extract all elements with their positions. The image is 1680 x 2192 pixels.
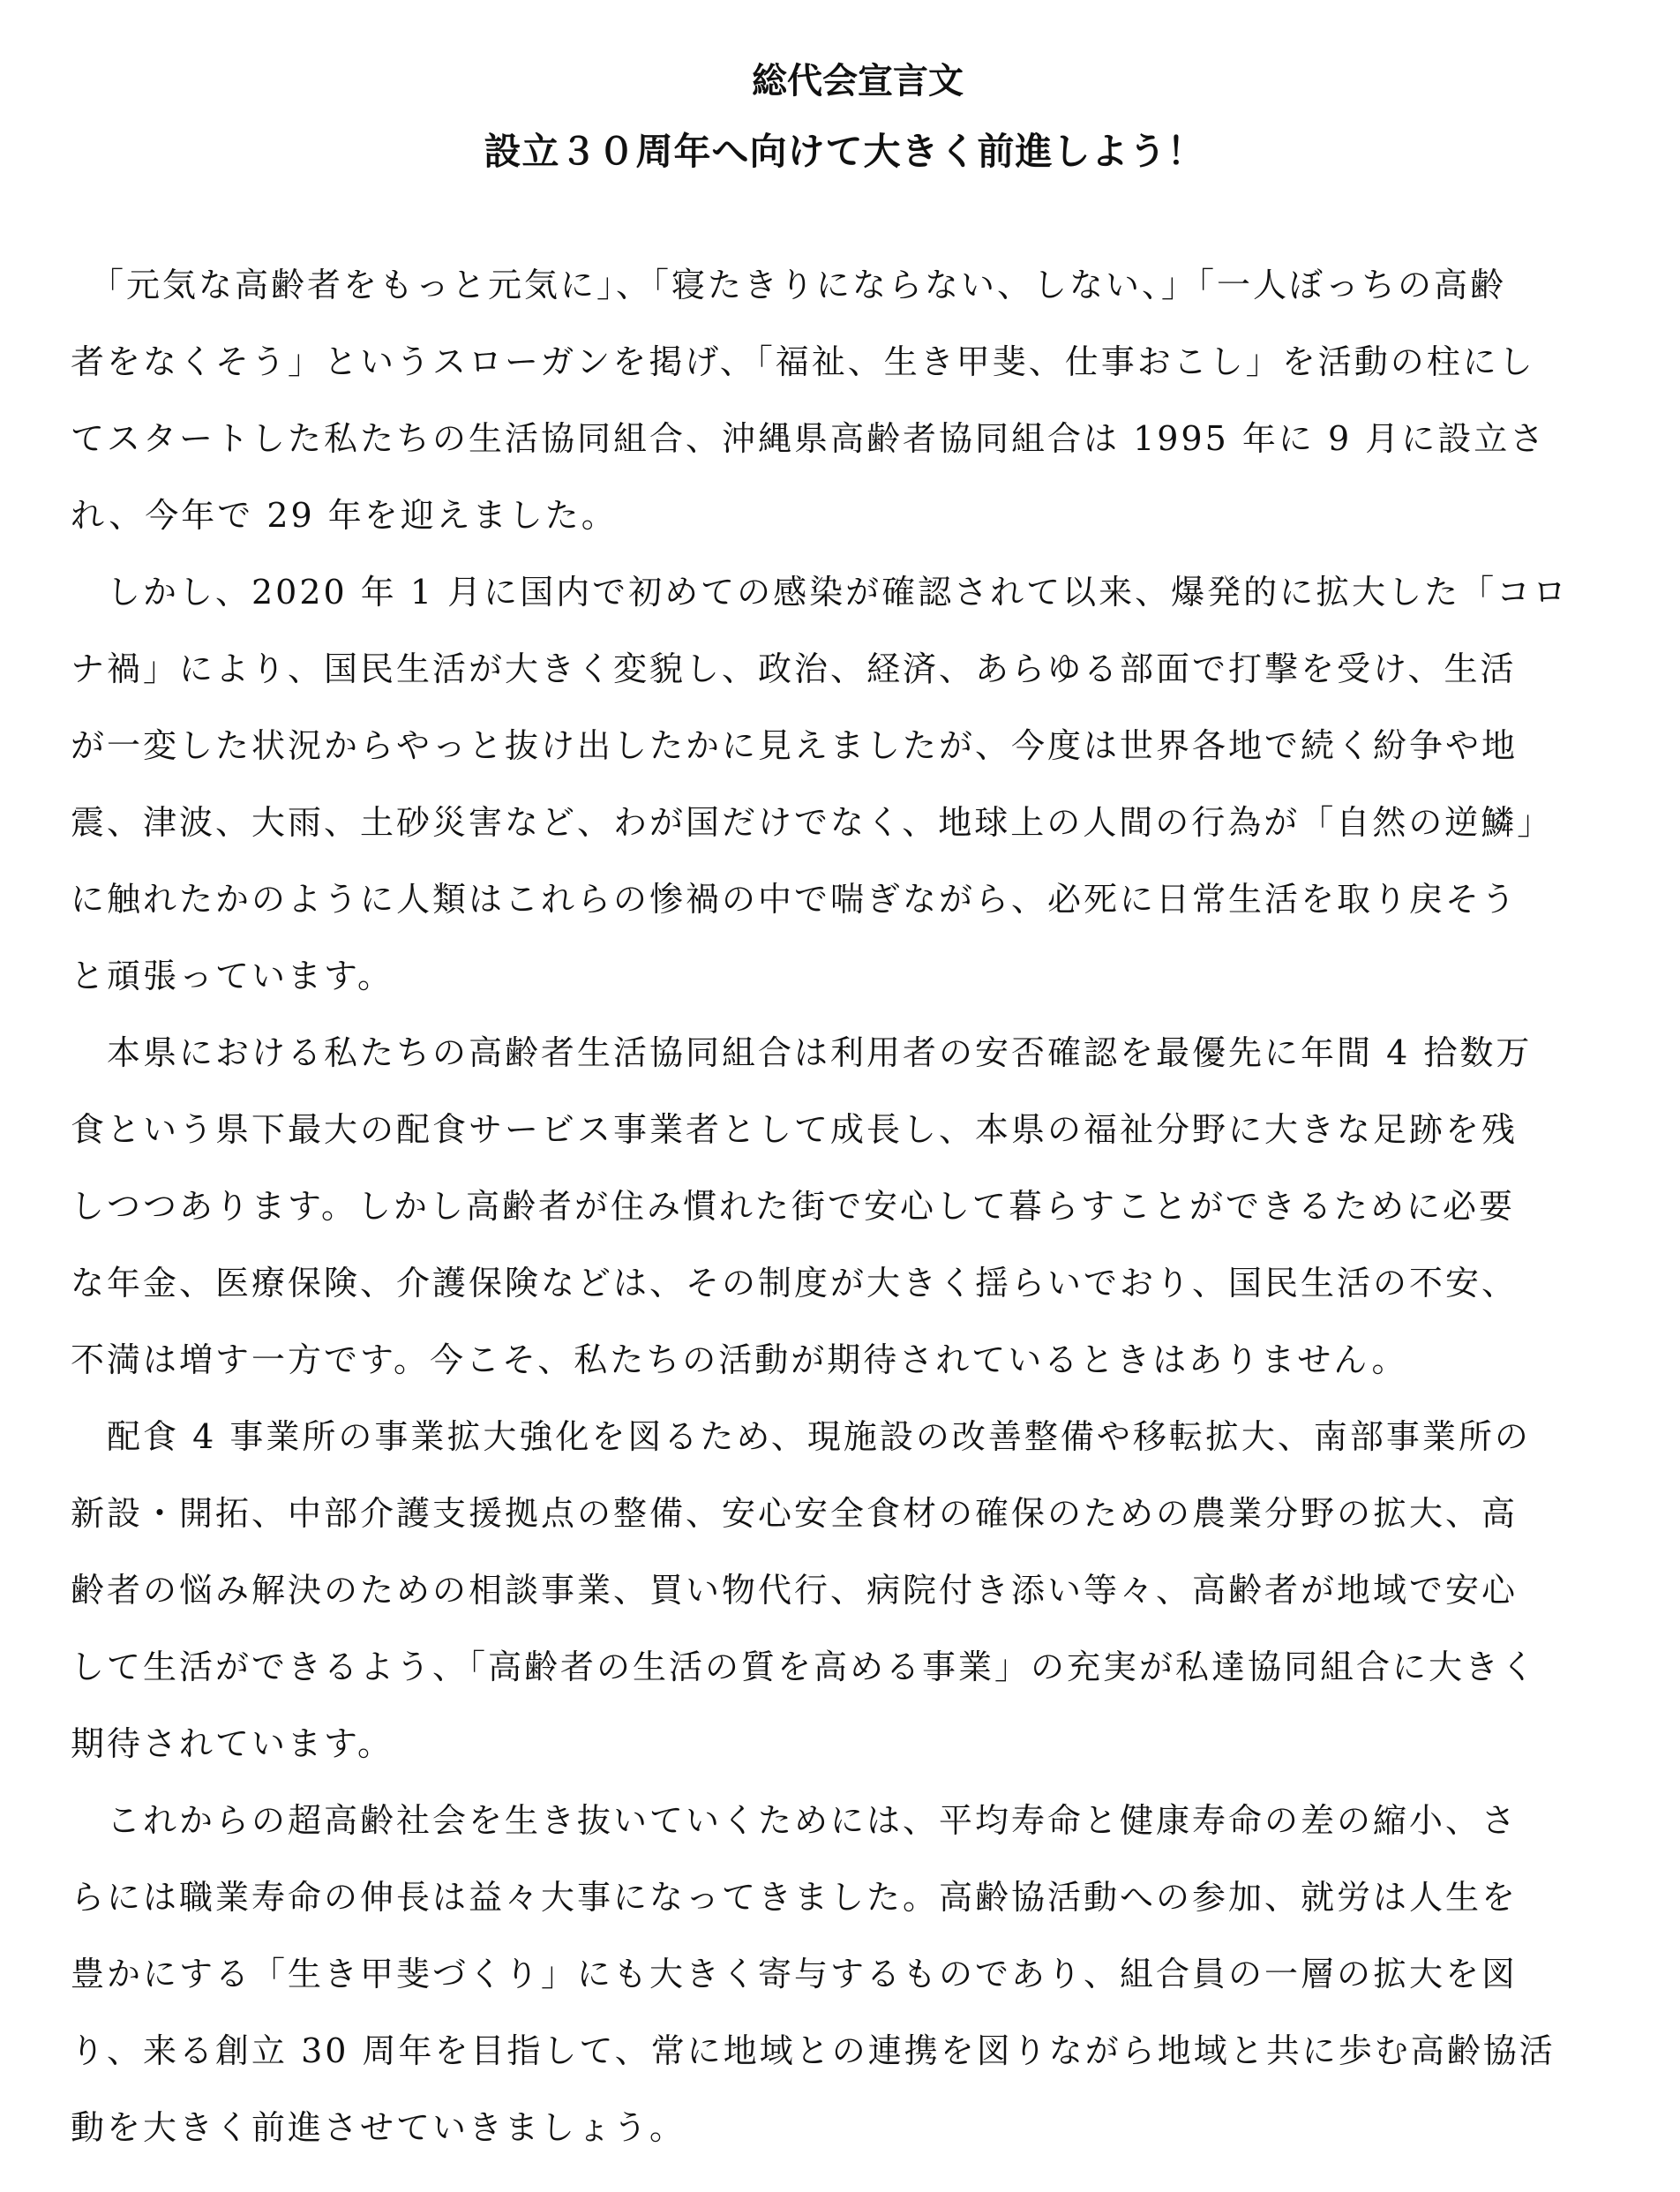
document-subtitle: 設立３０周年へ向けて大きく前進しよう！ xyxy=(484,130,1205,173)
text-line: 期待されています。 xyxy=(71,1724,394,1763)
paragraph-1 xyxy=(71,247,1641,554)
text-line: 者をなくそう」というスローガンを掲げ、「福祉、生き甲斐、仕事おこし」を活動の柱にし xyxy=(71,342,1535,381)
text-line: 震、津波、大雨、土砂災害など、わが国だけでなく、地球上の人間の行為が「自然の逆鱗」 xyxy=(71,803,1554,842)
paragraph-2 xyxy=(71,554,1641,1015)
text-line: が一変した状況からやっと抜け出したかに見えましたが、今度は世界各地で続く紛争や地 xyxy=(71,726,1519,765)
text-line: 配食 4 事業所の事業拡大強化を図るため、現施設の改善整備や移転拡大、南部事業所の xyxy=(71,1417,1531,1456)
text-line: り、来る創立 30 周年を目指して、常に地域との連携を図りながら地域と共に歩む高齢協活 xyxy=(71,2031,1556,2070)
text-line: しかし、2020 年 1 月に国内で初めての感染が確認されて以来、爆発的に拡大した「コロ xyxy=(71,573,1570,612)
text-line: れ、今年で 29 年を迎えました。 xyxy=(71,496,618,535)
text-line: と頑張っています。 xyxy=(71,957,394,995)
paragraph-3 xyxy=(71,1015,1641,1399)
document-title: 総代会宣言文 xyxy=(752,61,964,101)
paragraph-4 xyxy=(71,1399,1641,1783)
text-line: 本県における私たちの高齢者生活協同組合は利用者の安否確認を最優先に年間 4 拾数万 xyxy=(71,1033,1533,1072)
text-line: これからの超高齢社会を生き抜いていくためには、平均寿命と健康寿命の差の縮小、さ xyxy=(71,1801,1519,1840)
text-line: して生活ができるよう、「高齢者の生活の質を高める事業」の充実が私達協同組合に大きく xyxy=(71,1648,1538,1686)
text-line: らには職業寿命の伸長は益々大事になってきました。高齢協活動への参加、就労は人生を xyxy=(71,1878,1519,1917)
paragraph-5 xyxy=(71,1783,1641,2166)
text-line: 不満は増す一方です。今こそ、私たちの活動が期待されているときはありません。 xyxy=(71,1340,1408,1379)
text-line: てスタートした私たちの生活協同組合、沖縄県高齢者協同組合は 1995 年に 9 月に設立さ xyxy=(71,419,1547,458)
text-line: 新設・開拓、中部介護支援拠点の整備、安心安全食材の確保のための農業分野の拡大、高 xyxy=(71,1494,1519,1533)
text-line: 豊かにする「生き甲斐づくり」にも大きく寄与するものであり、組合員の一層の拡大を図 xyxy=(71,1955,1519,1993)
text-line: 動を大きく前進させていきましょう。 xyxy=(71,2108,686,2147)
text-line: しつつあります。しかし高齢者が住み慣れた街で安心して暮らすことができるために必要 xyxy=(71,1187,1515,1226)
text-line: に触れたかのように人類はこれらの惨禍の中で喘ぎながら、必死に日常生活を取り戻そう xyxy=(71,880,1519,919)
text-line: 「元気な高齢者をもっと元気に」、「寝たきりにならない、しない、」「一人ぼっちの高齢 xyxy=(71,266,1507,304)
document-body xyxy=(71,247,1641,2166)
text-line: 齢者の悩み解決のための相談事業、買い物代行、病院付き添い等々、高齢者が地域で安心 xyxy=(71,1571,1519,1610)
text-line: ナ禍」により、国民生活が大きく変貌し、政治、経済、あらゆる部面で打撃を受け、生活 xyxy=(71,649,1517,688)
text-line: 食という県下最大の配食サービス事業者として成長し、本県の福祉分野に大きな足跡を残 xyxy=(71,1110,1519,1149)
text-line: な年金、医療保険、介護保険などは、その制度が大きく揺らいでおり、国民生活の不安、 xyxy=(71,1264,1519,1302)
